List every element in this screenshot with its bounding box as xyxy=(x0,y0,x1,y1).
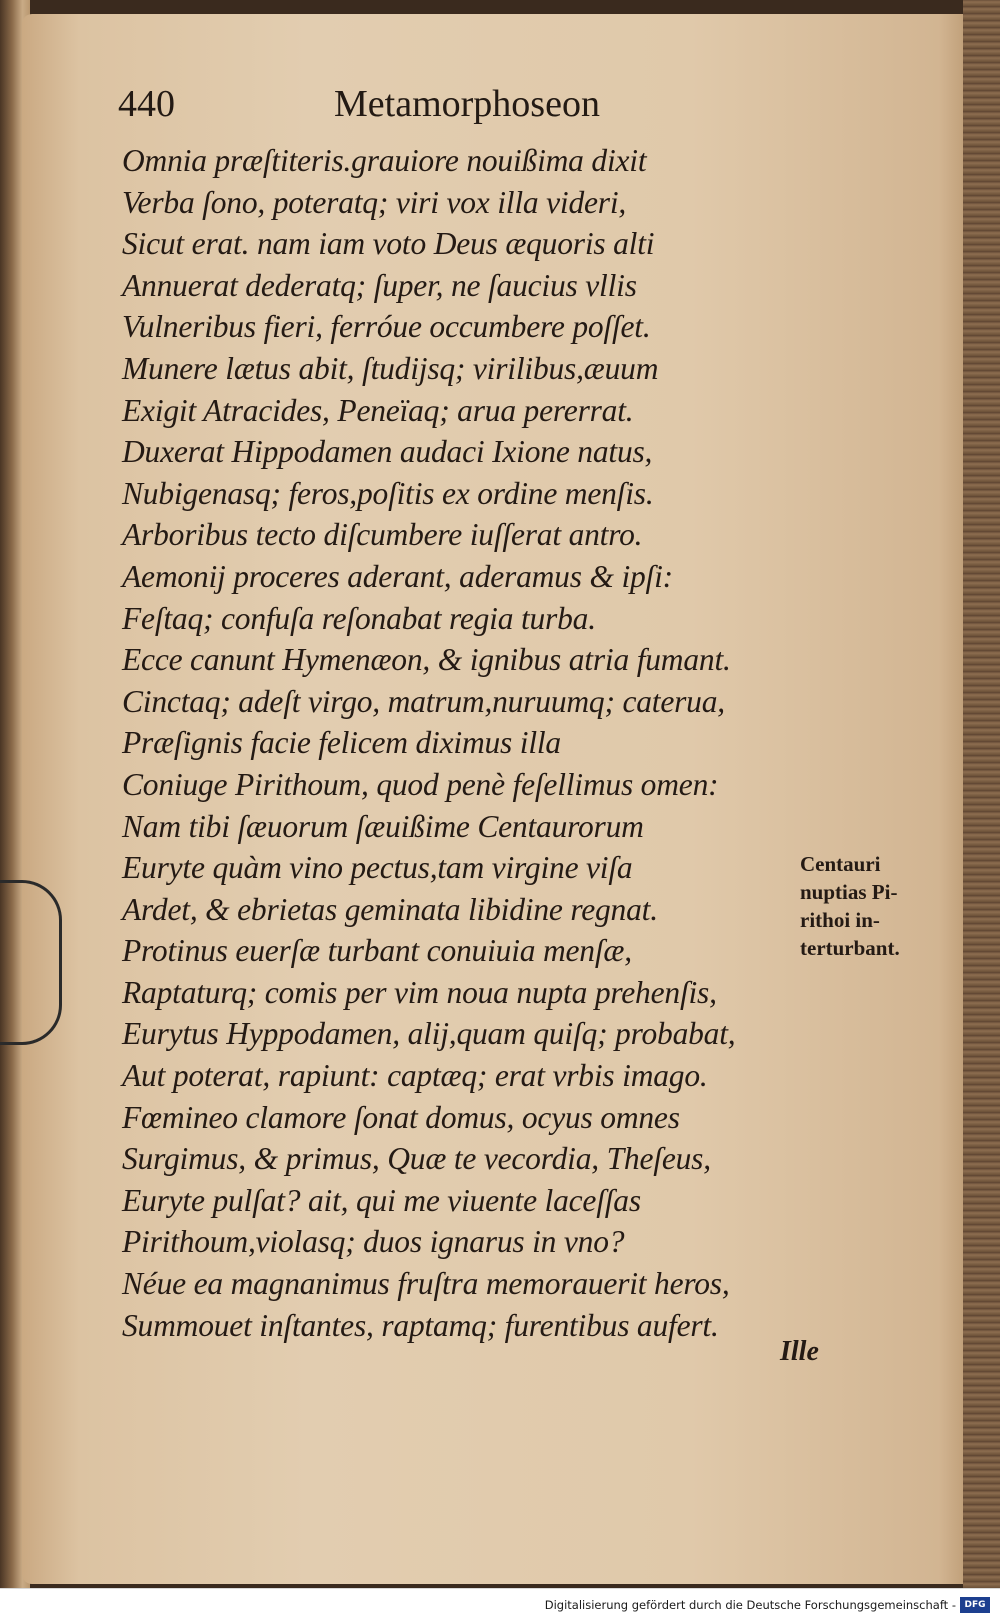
verse-line: Euryte quàm vino pectus,tam virgine viſa xyxy=(122,850,633,886)
verse-text xyxy=(122,140,782,1346)
verse-line: Ecce canunt Hymenæon, & ignibus atria fumant. xyxy=(122,642,731,678)
running-title: Metamorphoseon xyxy=(334,83,600,125)
footer-bar xyxy=(0,1588,1000,1622)
verse-line: Cinctaq; adeſt virgo, matrum,nuruumq; caterua, xyxy=(122,683,725,719)
dfg-logo[interactable]: DFG xyxy=(960,1597,990,1613)
page-edge-stack xyxy=(963,0,1000,1588)
catchword: Ille xyxy=(780,1336,819,1367)
verse-line: Pirithoum,violasq; duos ignarus in vno? xyxy=(122,1224,625,1260)
marginal-note-line: terturbant. xyxy=(800,936,900,960)
verse-line: Præſignis facie felicem diximus illa xyxy=(122,725,561,761)
verse-line: Omnia præſtiteris.grauiore nouißima dixit xyxy=(122,143,647,178)
verse-line: Protinus euerſæ turbant conuiuia menſæ, xyxy=(122,933,632,969)
verse-line: Arboribus tecto diſcumbere iuſſerat antro. xyxy=(122,517,643,553)
verse-line: Exigit Atracides, Peneïaq; arua pererrat. xyxy=(122,392,634,428)
verse-line: Vulneribus fieri, ferróue occumbere poſſet. xyxy=(122,309,651,345)
marginal-note-line: nuptias Pi- xyxy=(800,880,898,904)
marginal-note-line: rithoi in- xyxy=(800,908,880,932)
verse-line: Feſtaq; confuſa reſonabat regia turba. xyxy=(122,600,596,636)
verse-line: Munere lætus abit, ſtudijsq; virilibus,æuum xyxy=(122,350,659,386)
verse-line: Aut poterat, rapiunt: captæq; erat vrbis imago. xyxy=(122,1058,708,1094)
verse-line: Néue ea magnanimus fruſtra memorauerit heros, xyxy=(122,1266,730,1302)
verse-line: Summouet inſtantes, raptamq; furentibus aufert. xyxy=(122,1307,719,1343)
verse-line: Eurytus Hyppodamen, alij,quam quiſq; probabat, xyxy=(122,1016,736,1052)
verse-line: Coniuge Pirithoum, quod penè feſellimus omen: xyxy=(122,766,719,802)
verse-line: Verba ſono, poteratq; viri vox illa videri, xyxy=(122,184,627,220)
verse-line: Annuerat dederatq; ſuper, ne ſaucius vllis xyxy=(122,267,637,303)
page-number: 440 xyxy=(118,83,175,125)
verse-line: Sicut erat. nam iam voto Deus æquoris alti xyxy=(122,226,655,262)
verse-line: Euryte pulſat? ait, qui me viuente laceſſas xyxy=(122,1182,641,1218)
verse-line: Raptaturq; comis per vim noua nupta prehenſis, xyxy=(122,974,717,1010)
marginal-note xyxy=(800,850,950,962)
marginal-note-line: Centauri xyxy=(800,852,881,876)
verse-line: Fœmineo clamore ſonat domus, ocyus omnes xyxy=(122,1099,680,1135)
verse-line: Nam tibi ſæuorum ſæuißime Centaurorum xyxy=(122,808,644,844)
verse-line: Ardet, & ebrietas geminata libidine regnat. xyxy=(122,891,658,927)
verse-line: Nubigenasq; feros,poſitis ex ordine menſis. xyxy=(122,475,654,511)
page-header xyxy=(118,82,778,138)
verse-line: Surgimus, & primus, Quæ te vecordia, Theſeus, xyxy=(122,1141,711,1177)
footer-credit[interactable]: Digitalisierung gefördert durch die Deutsche Forschungsgemeinschaft - xyxy=(544,1598,956,1612)
verse-line: Duxerat Hippodamen audaci Ixione natus, xyxy=(122,434,653,470)
verse-line: Aemonij proceres aderant, aderamus & ipſi: xyxy=(122,558,673,594)
clasp-strap xyxy=(0,880,62,1045)
